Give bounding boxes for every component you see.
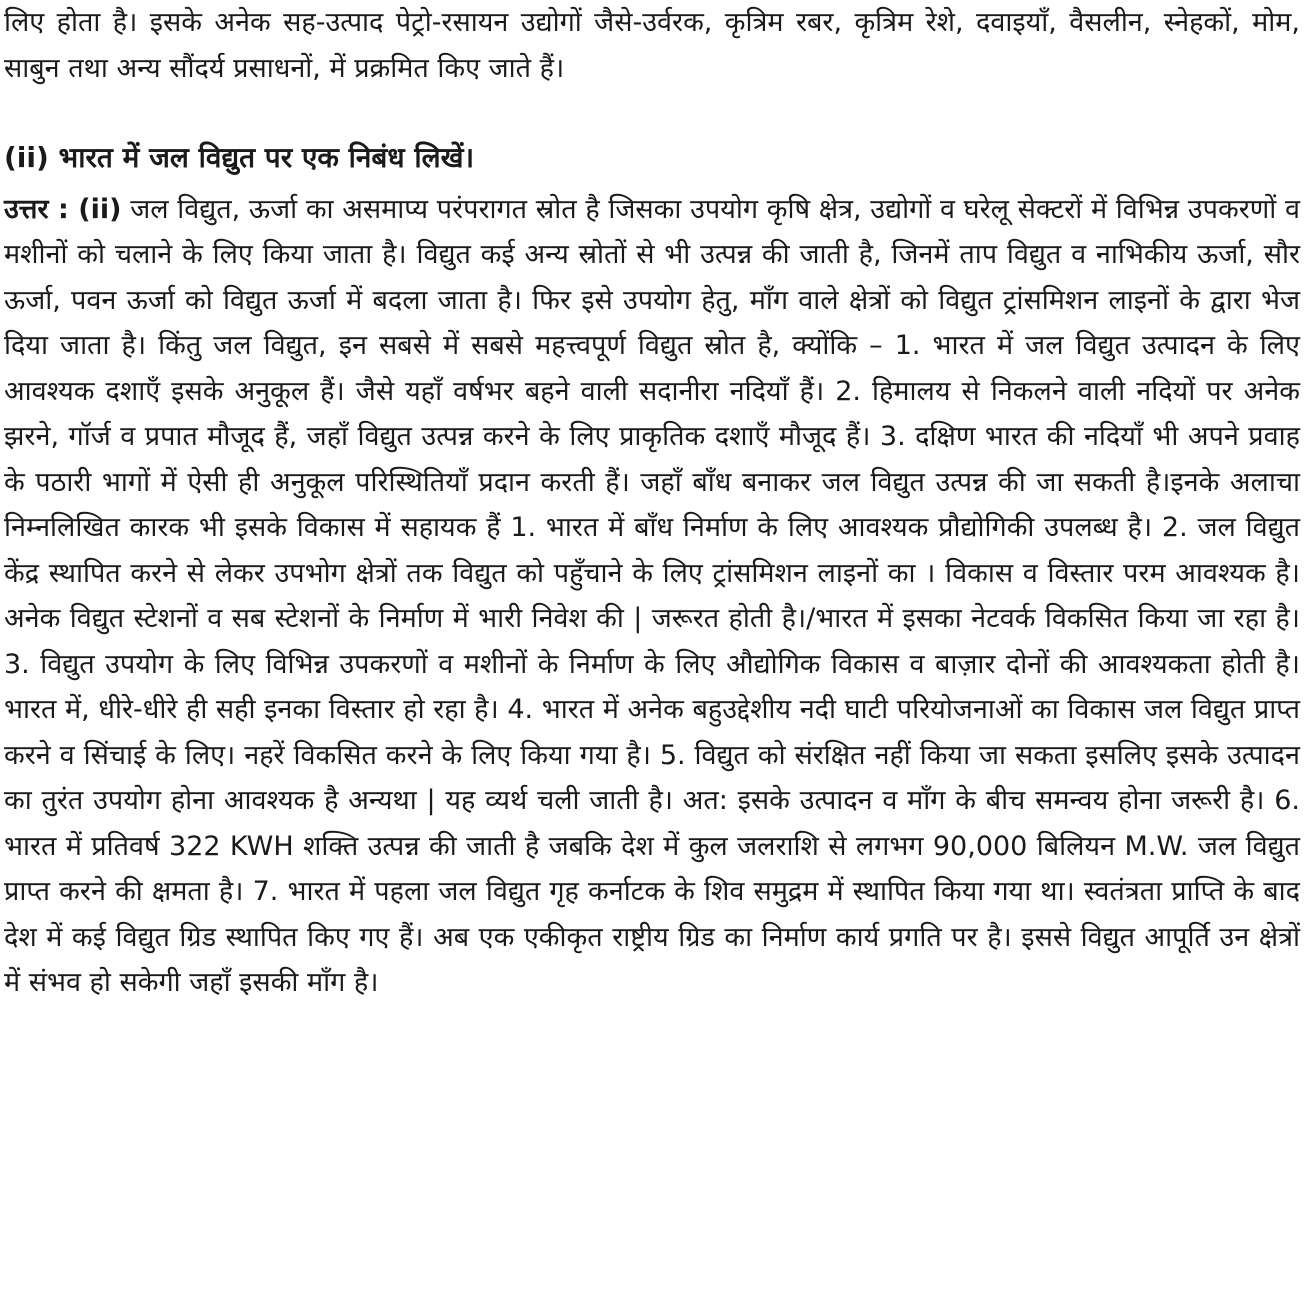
question-heading: (ii) भारत में जल विद्युत पर एक निबंध लिखें।	[4, 141, 475, 174]
answer-paragraph	[4, 187, 1300, 1006]
answer-label: उत्तर : (ii)	[4, 193, 122, 225]
intro-paragraph: लिए होता है। इसके अनेक सह-उत्पाद पेट्रो-रसायन उद्योगों जैसे-उर्वरक, कृत्रिम रबर, कृत्रिम रेशे, दवाइयाँ, वैसलीन, स्नेहकों, मोम, साबुन तथा अन्य सौंदर्य प्रसाधनों, में प्रक्रमित किए जाते हैं।	[4, 7, 1300, 84]
answer-text: जल विद्युत, ऊर्जा का असमाप्य परंपरागत स्रोत है जिसका उपयोग कृषि क्षेत्र, उद्योगों व घरेलू सेक्टरों में विभिन्न उपकरणों व मशीनों को चलाने के लिए किया जाता है। विद्युत कई अन्य स्रोतों से भी उत्पन्न की जाती है, जिनमें ताप विद्युत व नाभिकीय ऊर्जा, सौर ऊर्जा, पवन ऊर्जा को विद्युत ऊर्जा में बदला जाता है। फिर इसे उपयोग हेतु, माँग वाले क्षेत्रों को विद्युत ट्रांसमिशन लाइनों के द्वारा भेज दिया जाता है। किंतु जल विद्युत, इन सबसे में सबसे महत्त्वपूर्ण विद्युत स्रोत है, क्योंकि – 1. भारत में जल विद्युत उत्पादन के लिए आवश्यक दशाएँ इसके अनुकूल हैं। जैसे यहाँ वर्षभर बहने वाली सदानीरा नदियाँ हैं। 2. हिमालय से निकलने वाली नदियों पर अनेक झरने, गॉर्ज व प्रपात मौजूद हैं, जहाँ विद्युत उत्पन्न करने के लिए प्राकृतिक दशाएँ मौजूद हैं। 3. दक्षिण भारत की नदियाँ भी अपने प्रवाह के पठारी भागों में ऐसी ही अनुकूल परिस्थितियाँ प्रदान करती हैं। जहाँ बाँध बनाकर जल विद्युत उत्पन्न की जा सकती है।इनके अलाचा निम्नलिखित कारक भी इसके विकास में सहायक हैं 1. भारत में बाँध निर्माण के लिए आवश्यक प्रौद्योगिकी उपलब्ध है। 2. जल विद्युत केंद्र स्थापित करने से लेकर उपभोग क्षेत्रों तक विद्युत को पहुँचाने के लिए ट्रांसमिशन लाइनों का । विकास व विस्तार परम आवश्यक है। अनेक विद्युत स्टेशनों व सब स्टेशनों के निर्माण में भारी निवेश की | जरूरत होती है।/भारत में इसका नेटवर्क विकसित किया जा रहा है। 3. विद्युत उपयोग के लिए विभिन्न उपकरणों व मशीनों के निर्माण के लिए औद्योगिक विकास व बाज़ार दोनों की आवश्यकता होती है। भारत में, धीरे-धीरे ही सही इनका विस्तार हो रहा है। 4. भारत में अनेक बहुउद्देशीय नदी घाटी परियोजनाओं का विकास जल विद्युत प्राप्त करने व सिंचाई के लिए। नहरें विकसित करने के लिए किया गया है। 5. विद्युत को संरक्षित नहीं किया जा सकता इसलिए इसके उत्पादन का तुरंत उपयोग होना आवश्यक है अन्यथा | यह व्यर्थ चली जाती है। अत: इसके उत्पादन व माँग के बीच समन्वय होना जरूरी है। 6. भारत में प्रतिवर्ष 322 KWH शक्ति उत्पन्न की जाती है जबकि देश में कुल जलराशि से लगभग 90,000 बिलियन M.W. जल विद्युत प्राप्त करने की क्षमता है। 7. भारत में पहला जल विद्युत गृह कर्नाटक के शिव समुद्रम में स्थापित किया गया था। स्वतंत्रता प्राप्ति के बाद देश में कई विद्युत ग्रिड स्थापित किए गए हैं। अब एक एकीकृत राष्ट्रीय ग्रिड का निर्माण कार्य प्रगति पर है। इससे विद्युत आपूर्ति उन क्षेत्रों में संभव हो सकेगी जहाँ इसकी माँग है।	[4, 193, 1300, 998]
